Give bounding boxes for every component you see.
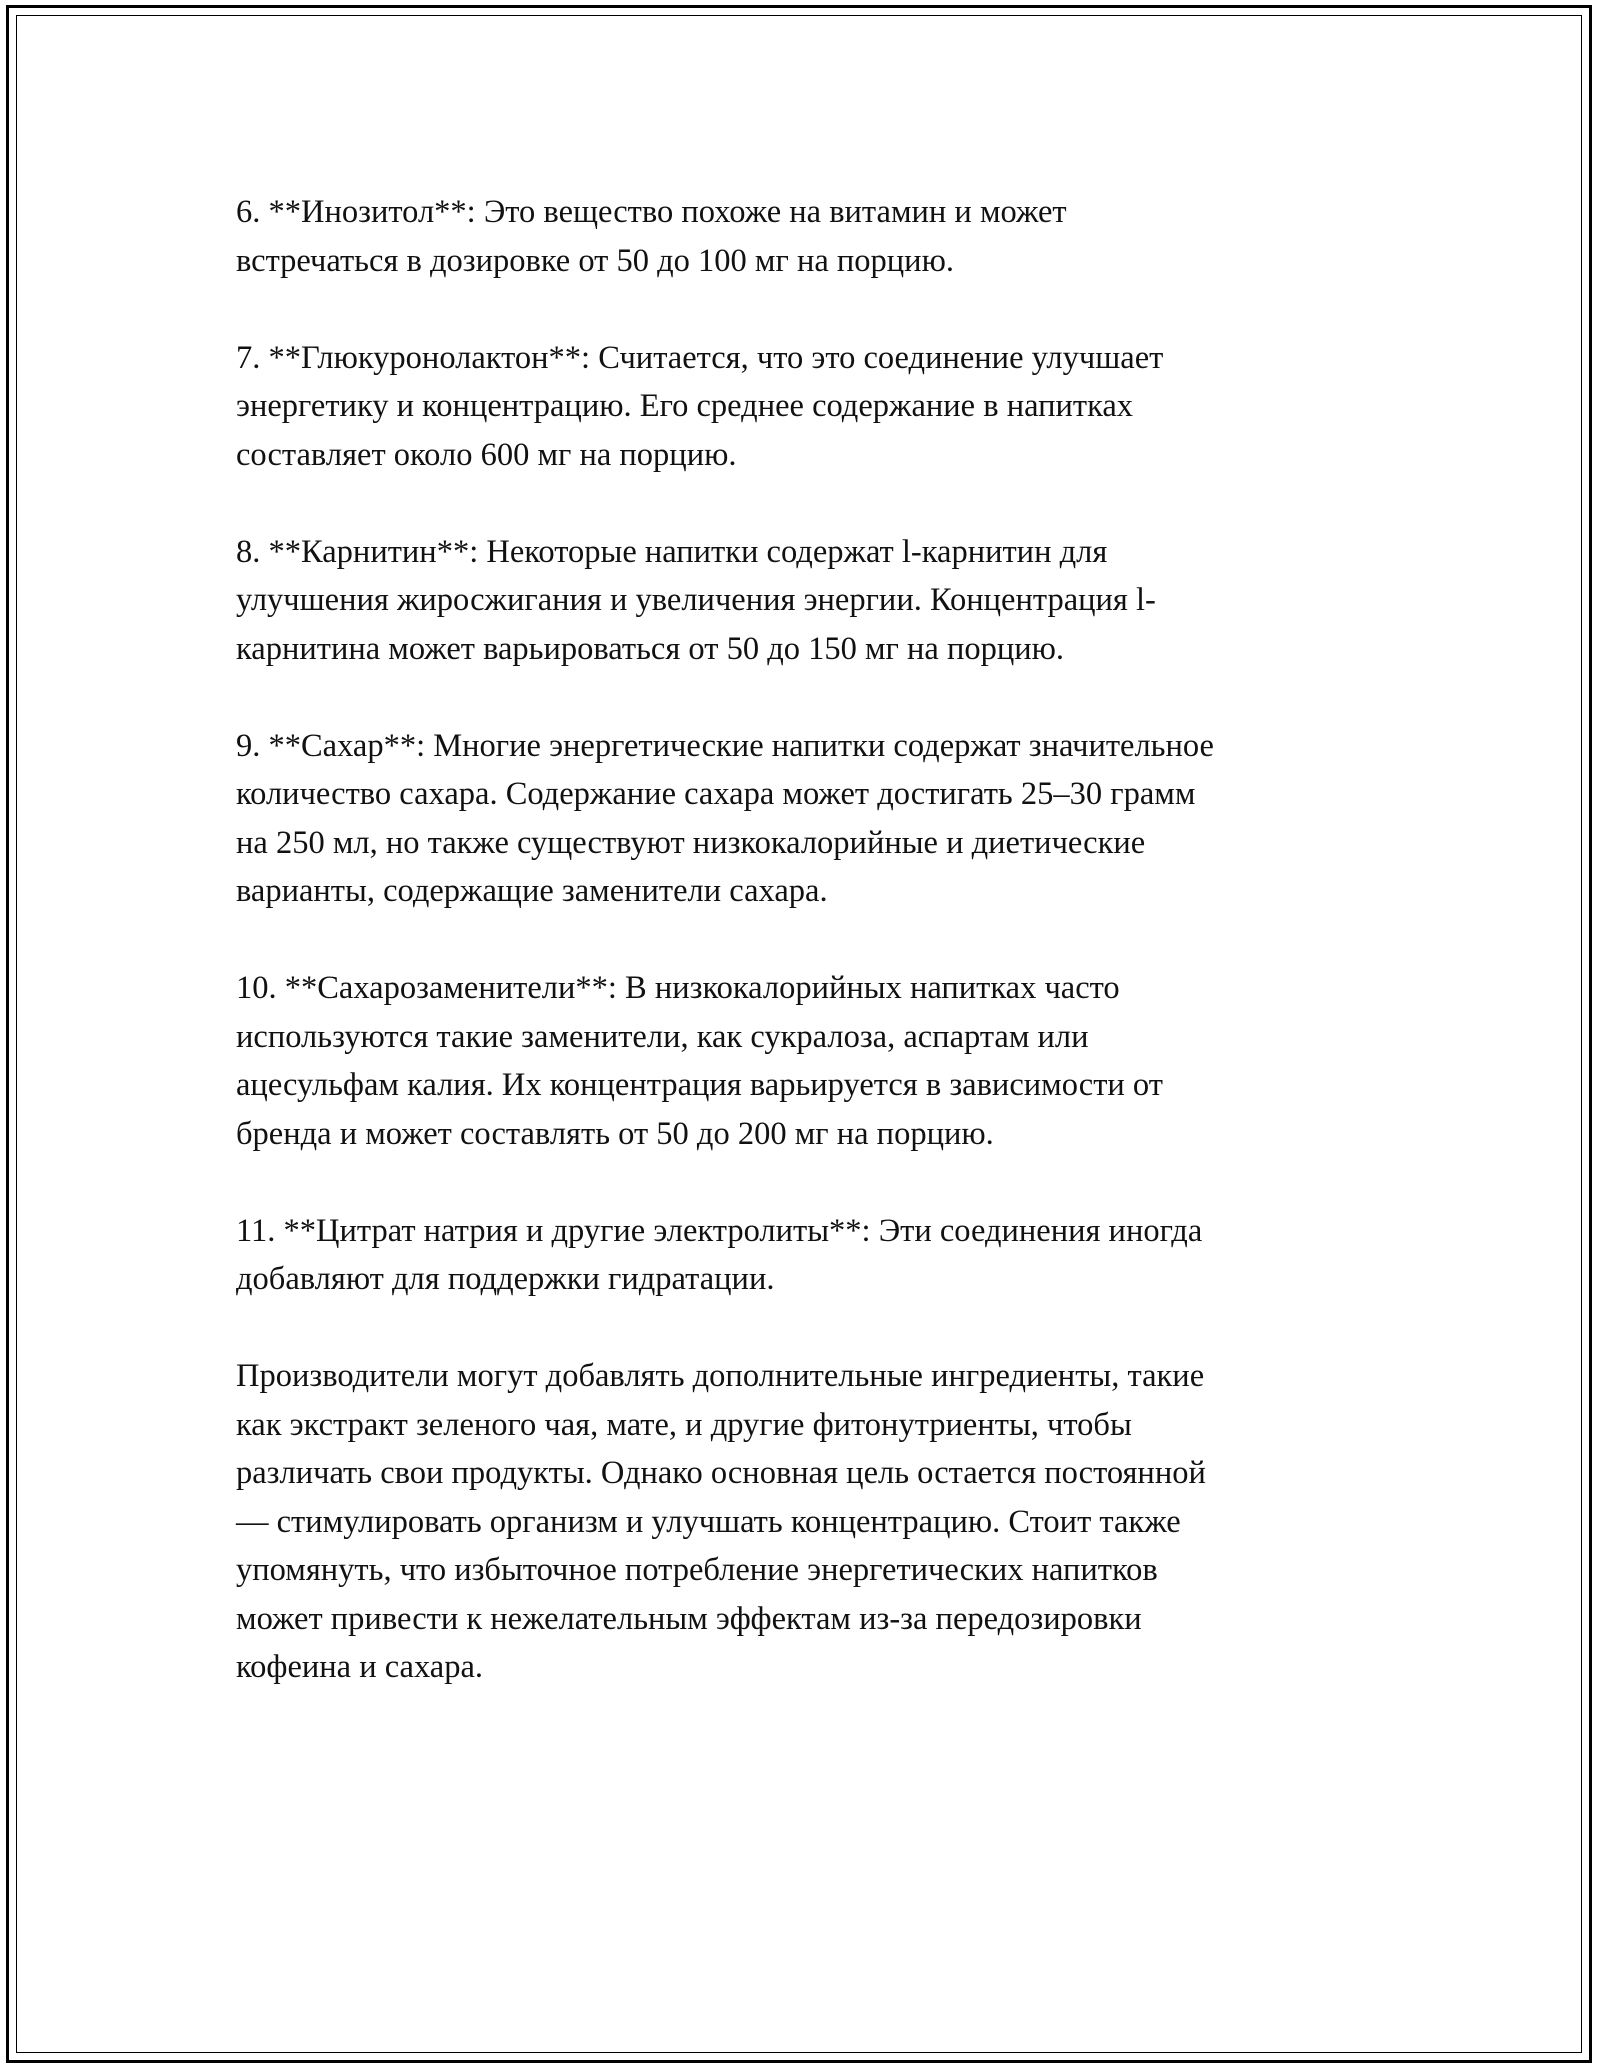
paragraph-electrolytes: 11. **Цитрат натрия и другие электролиты**: Эти соединения иногда добавляют для поддержки гидратации. xyxy=(236,1212,1203,1297)
paragraph-sugar: 9. **Сахар**: Многие энергетические напитки содержат значительное количество сахара. Содержание сахара может достигать 25–30 грамм на 250 мл, но также существуют низкокалорийные и диетические варианты, содержащие заменители сахара. xyxy=(236,727,1214,909)
paragraph-carnitine: 8. **Карнитин**: Некоторые напитки содержат l-карнитин для улучшения жиросжигания и увеличения энергии. Концентрация l- карнитина может варьироваться от 50 до 150 мг на порцию. xyxy=(236,533,1156,667)
paragraph-inositol: 6. **Инозитол**: Это вещество похоже на витамин и может встречаться в дозировке от 50 до 100 мг на порцию. xyxy=(236,194,1067,279)
paragraph-conclusion: Производители могут добавлять дополнительные ингредиенты, такие как экстракт зеленого чая, мате, и другие фитонутриенты, чтобы различать свои продукты. Однако основная цель остается постоянной — стимулировать организм и улучшать концентрацию. Стоит также упомянуть, что избыточное потребление энергетических напитков может привести к нежелательным эффектам из-за передозировки кофеина и сахара. xyxy=(236,1358,1206,1685)
paragraph-sweeteners: 10. **Сахарозаменители**: В низкокалорийных напитках часто используются такие заменители, как сукралоза, аспартам или ацесульфам калия. Их концентрация варьируется в зависимости от бренда и может составлять от 50 до 200 мг на порцию. xyxy=(236,970,1163,1152)
paragraph-glucuronolactone: 7. **Глюкуронолактон**: Считается, что это соединение улучшает энергетику и концентрацию. Его среднее содержание в напитках составляет около 600 мг на порцию. xyxy=(236,339,1164,473)
document-body xyxy=(236,188,1386,1740)
